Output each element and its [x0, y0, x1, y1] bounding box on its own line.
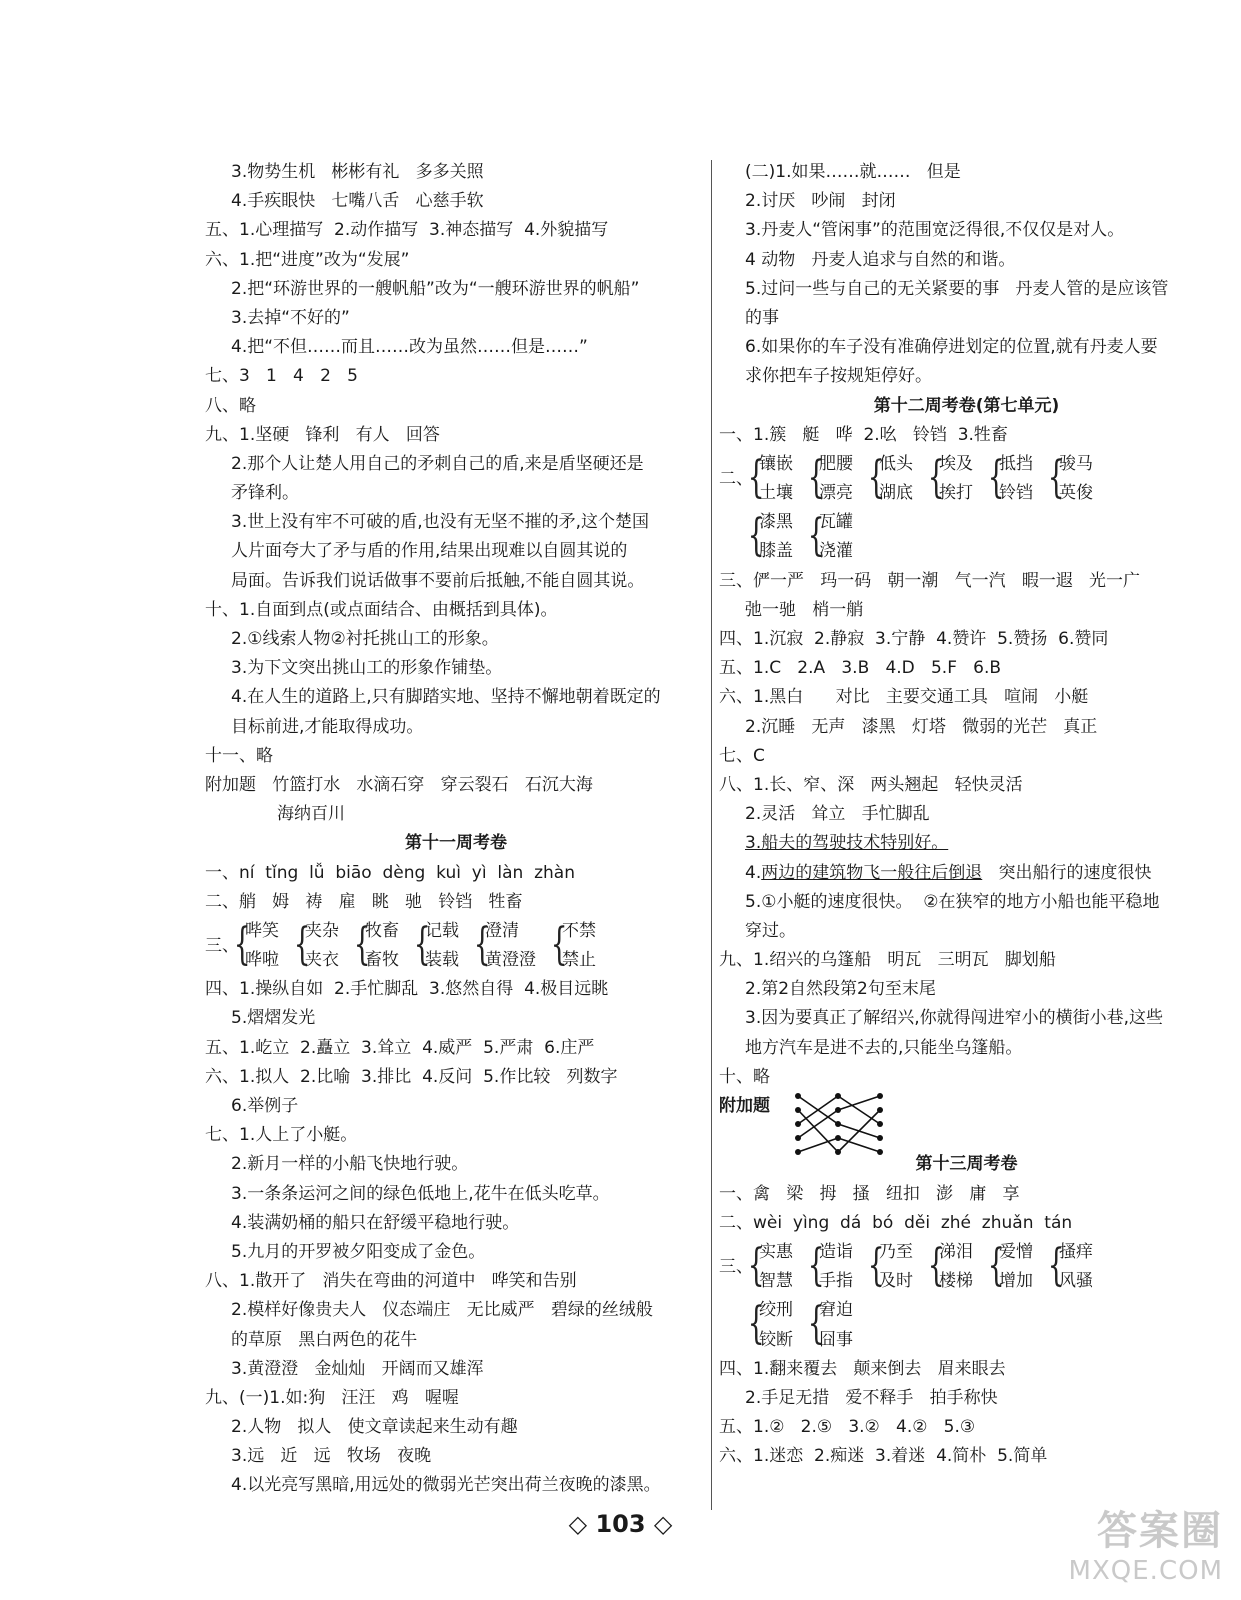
text-line: 5.①小艇的速度很快。 ②在狭窄的地方小船也能平稳地 — [745, 891, 1160, 912]
text-line: 5.九月的开罗被夕阳变成了金色。 — [231, 1241, 486, 1262]
text-line: 4.装满奶桶的船只在舒缓平稳地行驶。 — [231, 1212, 520, 1233]
watermark-url: MXQE.COM — [1068, 1556, 1223, 1586]
word-pair: { 不禁 禁止 — [550, 918, 596, 971]
text-line: 4.两边的建筑物飞一般往后倒退 突出船行的速度很快 — [745, 862, 1152, 883]
text-line: 2.手足无措 爱不释手 拍手称快 — [745, 1387, 998, 1408]
text-line: 4 动物 丹麦人追求与自然的和谐。 — [745, 249, 1016, 270]
text-line: 2.沉睡 无声 漆黑 灯塔 微弱的光芒 真正 — [745, 716, 1098, 737]
word-pair: { 牧畜 畜牧 — [353, 918, 399, 971]
column-divider — [711, 160, 712, 1510]
word-pair: { 夹杂 夹衣 — [293, 918, 339, 971]
section-heading: 第十一周考卷 — [405, 833, 507, 854]
text-line: 4.以光亮写黑暗,用远处的微弱光芒突出荷兰夜晚的漆黑。 — [231, 1475, 661, 1496]
text-line: 3.远 近 远 牧场 夜晚 — [231, 1446, 432, 1467]
word-pair: { 骏马 英俊 — [1047, 451, 1093, 504]
text-line: 6.举例子 — [231, 1096, 299, 1117]
text-line: 六、1.黑白 对比 主要交通工具 喧闹 小艇 — [719, 687, 1089, 708]
text-line: 六、1.迷恋 2.痴迷 3.着迷 4.简朴 5.简单 — [719, 1446, 1048, 1467]
text-line: 的草原 黑白两色的花牛 — [231, 1329, 418, 1350]
text-line: 3.因为要真正了解绍兴,你就得闯进窄小的横街小巷,这些 — [745, 1008, 1164, 1029]
text-line: 十、略 — [719, 1066, 770, 1087]
text-line: (二)1.如果……就…… 但是 — [745, 162, 961, 182]
text-line: 六、1.把“进度”改为“发展” — [205, 249, 410, 270]
word-pair-group — [719, 1296, 1214, 1354]
watermark-text: 答案圈 — [1097, 1508, 1223, 1554]
text-line: 二、艄 姆 祷 雇 眺 驰 铃铛 牲畜 — [205, 891, 523, 912]
bonus-label: 附加题 — [719, 1096, 770, 1117]
text-line: 六、1.拟人 2.比喻 3.排比 4.反问 5.作比较 列数字 — [205, 1066, 618, 1087]
text-line: 2.人物 拟人 使文章读起来生动有趣 — [231, 1417, 518, 1438]
text-line: 2.模样好像贵夫人 仪态端庄 无比威严 碧绿的丝绒般 — [231, 1300, 653, 1321]
group-label: 三、 — [205, 935, 239, 956]
text-line: 穿过。 — [745, 920, 796, 941]
text-line: 4.在人生的道路上,只有脚踏实地、坚持不懈地朝着既定的 — [231, 687, 661, 708]
word-pair: { 抵挡 铃铛 — [987, 451, 1033, 504]
text-line: 八、略 — [205, 395, 256, 416]
text-line: 局面。告诉我们说话做事不要前后抵触,不能自圆其说。 — [231, 570, 645, 591]
word-pair: { 记载 装载 — [413, 918, 459, 971]
word-pair: { 瓦罐 浇灌 — [807, 510, 853, 562]
text-line: 2.第2自然段第2句至末尾 — [745, 979, 936, 1000]
word-pair-group — [719, 1238, 1214, 1296]
text-line: 2.①线索人物②衬托挑山工的形象。 — [231, 629, 499, 649]
text-line: 附加题 竹篮打水 水滴石穿 穿云裂石 石沉大海 — [205, 774, 593, 795]
text-line: 八、1.散开了 消失在弯曲的河道中 哗笑和告别 — [205, 1271, 577, 1292]
text-line: 五、1.② 2.⑤ 3.② 4.② 5.③ — [719, 1417, 976, 1438]
text-line: 2.那个人让楚人用自己的矛刺自己的盾,来是盾坚硬还是 — [231, 453, 644, 474]
bonus-question — [719, 1092, 1214, 1150]
text-line: 4.手疾眼快 七嘴八舌 心慈手软 — [231, 191, 484, 212]
word-pair: { 哔笑 哗啦 — [233, 918, 279, 971]
group-label: 二、 — [719, 468, 753, 489]
text-line: 七、1.人上了小艇。 — [205, 1125, 358, 1146]
text-line: 一、ní tǐng lǚ biāo dèng kuì yì làn zhàn — [205, 862, 575, 883]
word-pair: { 绞刑 铰断 — [747, 1298, 793, 1350]
text-line: 二、wèi yìng dá bó děi zhé zhuǎn tán — [719, 1212, 1073, 1233]
text-line: 人片面夸大了矛与盾的作用,结果出现难以自圆其说的 — [231, 541, 628, 562]
text-line: 2.灵活 耸立 手忙脚乱 — [745, 804, 930, 825]
word-pair-group — [205, 917, 707, 975]
text-line: 3.物势生机 彬彬有礼 多多关照 — [231, 162, 484, 182]
word-pair-group — [719, 450, 1214, 508]
word-pair: { 涕泪 楼梯 — [927, 1239, 973, 1292]
text-line: 十、1.自面到点(或点面结合、由概括到具体)。 — [205, 599, 558, 620]
word-pair: { 镶嵌 土壤 — [747, 451, 793, 504]
word-pair: { 造诣 手指 — [807, 1239, 853, 1292]
text-line: 四、1.操纵自如 2.手忙脚乱 3.悠然自得 4.极目远眺 — [205, 979, 609, 1000]
text-line: 5.过问一些与自己的无关紧要的事 丹麦人管的是应该管 — [745, 278, 1169, 299]
text-line: 4.把“不但……而且……改为虽然……但是……” — [231, 337, 588, 358]
text-line: 弛一驰 梢一艄 — [745, 599, 864, 620]
text-line: 九、(一)1.如:狗 汪汪 鸡 喔喔 — [205, 1387, 459, 1408]
word-pair-group — [719, 508, 1214, 566]
text-line: 3.去掉“不好的” — [231, 307, 350, 328]
text-line: 目标前进,才能取得成功。 — [231, 716, 424, 737]
word-pair: { 实惠 智慧 — [747, 1239, 793, 1292]
word-pair: { 漆黑 膝盖 — [747, 510, 793, 562]
text-line: 一、禽 梁 拇 搔 纽扣 澎 庸 享 — [719, 1183, 1020, 1204]
section-heading: 第十三周考卷 — [915, 1154, 1018, 1175]
group-label: 三、 — [719, 1256, 753, 1277]
underlined-answer: 3.船夫的驾驶技术特别好。 — [745, 833, 949, 854]
section-heading: 第十二周考卷(第七单元) — [873, 395, 1060, 416]
word-pair: { 埃及 挨打 — [927, 451, 973, 504]
text-line: 四、1.沉寂 2.静寂 3.宁静 4.赞许 5.赞扬 6.赞同 — [719, 629, 1109, 650]
text-line: 十一、略 — [205, 745, 273, 766]
text-line: 2.讨厌 吵闹 封闭 — [745, 191, 896, 212]
matching-lines-diagram — [790, 1090, 890, 1158]
text-line: 七、C — [719, 745, 765, 766]
text-line: 5.熠熠发光 — [231, 1008, 316, 1029]
word-pair: { 低头 湖底 — [867, 451, 913, 504]
text-line: 3.丹麦人“管闲事”的范围宽泛得很,不仅仅是对人。 — [745, 220, 1125, 241]
text-line: 3.黄澄澄 金灿灿 开阔而又雄浑 — [231, 1358, 484, 1379]
text-line: 2.新月一样的小船飞快地行驶。 — [231, 1154, 469, 1175]
page-number: ◇ 103 ◇ — [568, 1510, 673, 1538]
text-line — [719, 829, 1214, 858]
word-pair: { 搔痒 风骚 — [1047, 1239, 1093, 1292]
text-line: 五、1.C 2.A 3.B 4.D 5.F 6.B — [719, 658, 1002, 679]
text-line: 五、1.心理描写 2.动作描写 3.神态描写 4.外貌描写 — [205, 220, 609, 241]
word-pair: { 爱憎 增加 — [987, 1239, 1033, 1292]
text-line: 地方汽车是进不去的,只能坐乌篷船。 — [745, 1037, 1023, 1058]
text-line: 五、1.屹立 2.矗立 3.耸立 4.威严 5.严肃 6.庄严 — [205, 1037, 595, 1058]
text-line: 的事 — [745, 307, 779, 328]
text-line: 九、1.绍兴的乌篷船 明瓦 三明瓦 脚划船 — [719, 950, 1056, 971]
text-line: 八、1.长、窄、深 两头翘起 轻快灵活 — [719, 774, 1023, 795]
text-line: 3.一条条运河之间的绿色低地上,花牛在低头吃草。 — [231, 1183, 610, 1204]
watermark — [1069, 1499, 1223, 1586]
text-line: 3.世上没有牢不可破的盾,也没有无坚不摧的矛,这个楚国 — [231, 512, 650, 533]
text-line: 6.如果你的车子没有准确停进划定的位置,就有丹麦人要 — [745, 337, 1158, 358]
text-line: 海纳百川 — [277, 804, 345, 825]
text-line: 三、俨一严 玛一码 朝一潮 气一汽 暇一遐 光一广 — [719, 570, 1141, 591]
word-pair: { 澄清 黄澄澄 — [473, 918, 536, 971]
text-line: 3.为下文突出挑山工的形象作铺垫。 — [231, 658, 503, 679]
underlined-answer: 两边的建筑物飞一般往后倒退 — [761, 862, 983, 883]
left-column — [205, 158, 707, 1501]
word-pair: { 窘迫 囧事 — [807, 1298, 853, 1350]
word-pair: { 肥腰 漂亮 — [807, 451, 853, 504]
text-line: 七、3 1 4 2 5 — [205, 366, 358, 387]
text-line: 九、1.坚硬 锋利 有人 回答 — [205, 424, 440, 445]
text-line: 一、1.簇 艇 哗 2.吆 铃铛 3.牲畜 — [719, 424, 1008, 445]
word-pair: { 乃至 及时 — [867, 1239, 913, 1292]
text-line: 四、1.翻来覆去 颠来倒去 眉来眼去 — [719, 1358, 1006, 1379]
text-line: 2.把“环游世界的一艘帆船”改为“一艘环游世界的帆船” — [231, 278, 640, 299]
text-line: 矛锋利。 — [231, 483, 299, 504]
text-line: 求你把车子按规矩停好。 — [745, 366, 932, 387]
right-column — [719, 158, 1214, 1472]
